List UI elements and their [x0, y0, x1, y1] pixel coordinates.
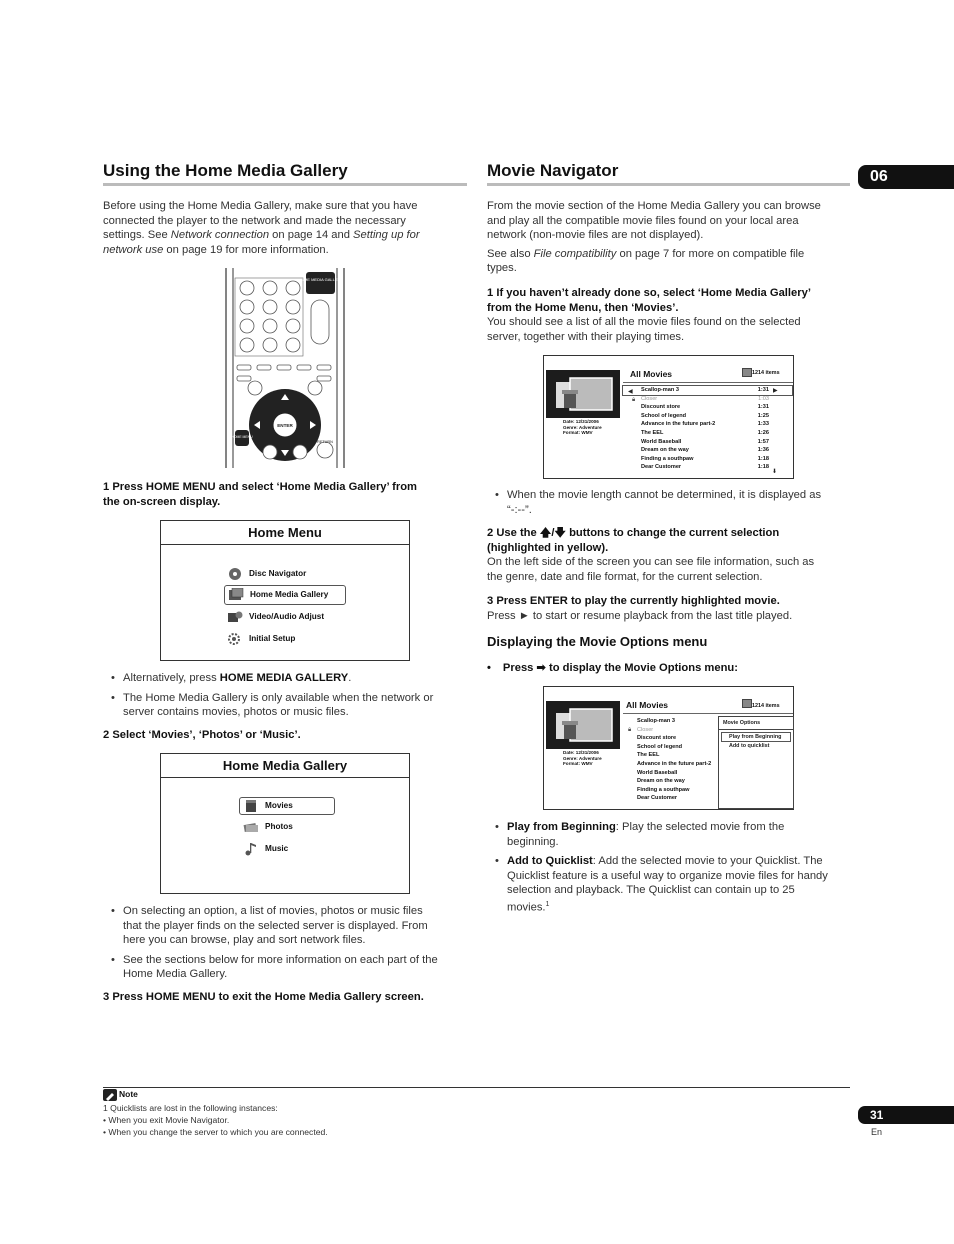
options-popup-title: Movie Options — [719, 717, 793, 730]
intro-line: connected the player to the network and made the necessary — [103, 214, 406, 227]
pencil-icon — [103, 1090, 117, 1102]
list-item[interactable]: Finding a southpaw — [637, 786, 690, 793]
header-rule — [623, 713, 793, 714]
intro-line: and play all the compatible movie files found on your local area — [487, 214, 799, 227]
section-title-movie-navigator: Movie Navigator — [487, 161, 619, 180]
bullet-item: • See the sections below for more information on each part of the Home Media Gallery. — [103, 953, 467, 982]
menu-item-movies[interactable] — [239, 797, 335, 815]
options-movie-list — [637, 717, 727, 803]
list-item[interactable]: Closer 1:03 — [641, 395, 769, 402]
step-text: (highlighted in yellow). — [487, 541, 609, 554]
header-rule — [623, 382, 793, 383]
bullet-item: • Add to Quicklist: Add the selected movie to your Quicklist. The Quicklist feature is a useful way to organize movie files for handy selection and playback. The Quicklist can contain up to 25 movies.$^1$ — [487, 854, 852, 915]
option-add-to-quicklist[interactable]: Add to quicklist — [729, 743, 770, 749]
list-item[interactable]: Advance in the future part-2 — [637, 760, 712, 767]
info-format: Format: WMV — [563, 430, 593, 436]
scroll-down-icon[interactable]: ⬇ — [772, 469, 778, 475]
movie-thumbnail — [546, 701, 620, 749]
bullet-item: • When the movie length cannot be determined, it is displayed as “-:--”. — [487, 488, 852, 517]
list-item[interactable]: Scallop-man 3 — [637, 718, 675, 724]
list-item[interactable]: The EEL 1:26 — [641, 429, 769, 436]
navigator-title: All Movies — [630, 369, 673, 379]
footnote-ref: 1 — [545, 900, 550, 908]
footer-rule — [103, 1087, 850, 1088]
left-bullets-2 — [103, 904, 467, 982]
list-item[interactable]: Dear Customer 1:18 — [641, 464, 769, 471]
link-setting-up: Setting up for — [353, 229, 420, 242]
info-format: Format: WMV — [563, 761, 593, 767]
right-step3 — [487, 594, 852, 623]
list-item[interactable]: World Baseball — [637, 769, 678, 776]
list-item[interactable]: Dream on the way 1:36 — [641, 447, 769, 454]
intro-line: types. — [487, 262, 517, 275]
info-genre: Genre: Adventure — [563, 755, 602, 761]
left-step2: 2 Select ‘Movies’, ‘Photos’ or ‘Music’. — [103, 729, 301, 741]
gallery-menu-title: Home Media Gallery — [161, 754, 409, 778]
intro-line: From the movie section of the Home Media Gallery you can browse — [487, 200, 821, 212]
list-item[interactable]: Advance in the future part-2 1:33 — [641, 421, 769, 428]
link-network-connection: Network connection — [170, 229, 270, 242]
right-arrow-icon[interactable]: ▶ — [773, 388, 778, 394]
right-step1 — [487, 286, 852, 344]
intro-line: settings. See Network connection on page 14 and Setting up for — [103, 229, 420, 242]
step-text: the on-screen display. — [103, 495, 221, 508]
list-item[interactable]: Dream on the way — [637, 778, 685, 785]
intro-line: network (non-movie files are not displayed). — [487, 229, 704, 242]
section-rule — [103, 183, 467, 186]
movie-info — [563, 419, 602, 436]
home-menu-title: Home Menu — [161, 521, 409, 545]
note-text — [103, 1102, 328, 1138]
gallery-menu-list — [239, 797, 335, 859]
chapter-number: 06 — [870, 168, 888, 185]
section-title-home-media-gallery: Using the Home Media Gallery — [103, 161, 348, 180]
list-item[interactable]: School of legend 1:25 — [641, 412, 769, 419]
menu-item-music[interactable] — [239, 839, 335, 859]
note-icon — [103, 1089, 117, 1101]
right-bullet-1 — [487, 488, 852, 517]
home-menu-screen — [160, 520, 410, 661]
section-rule — [487, 183, 850, 186]
remote-return-label: RETURN — [317, 440, 333, 444]
movies-icon — [243, 799, 259, 813]
step-text: 3 Press ENTER to play the currently highlighted movie. — [487, 595, 780, 607]
list-item[interactable]: World Baseball 1:57 — [641, 438, 769, 445]
bullet-item: • The Home Media Gallery is only available when the network or server contains movies, photos or music files. — [103, 691, 467, 720]
menu-item-photos[interactable] — [239, 815, 335, 839]
bullet-item: • Play from Beginning: Play the selected movie from the beginning. — [487, 820, 852, 849]
step-detail: On the left side of the screen you can see file information, such as — [487, 556, 815, 569]
movie-list — [641, 386, 769, 472]
lock-icon: 🔒︎ — [628, 727, 632, 733]
step-text: 2 Use the 🡅/🡇 buttons to change the current selection — [487, 527, 780, 539]
list-item[interactable]: Finding a southpaw 1:18 — [641, 455, 769, 462]
movie-thumbnail — [546, 370, 620, 418]
photos-icon — [243, 820, 259, 834]
items-count: 1214 items — [752, 703, 780, 709]
page-number: 31 — [870, 1108, 884, 1122]
gallery-icon — [228, 588, 244, 602]
list-item[interactable]: Discount store 1:31 — [641, 404, 769, 411]
info-date: Date: 12/31/2006 — [563, 419, 599, 424]
home-menu-list — [227, 563, 347, 650]
subheading-movie-options: Displaying the Movie Options menu — [487, 634, 708, 649]
list-item[interactable]: Discount store — [637, 735, 677, 742]
music-note-icon — [243, 842, 259, 856]
gallery-menu-screen — [160, 753, 410, 894]
right-intro — [487, 199, 852, 276]
note-line: • When you exit Movie Navigator. — [103, 1115, 230, 1125]
list-item[interactable]: Scallop-man 3 1:31 — [641, 387, 769, 393]
menu-item-label: Initial Setup — [249, 634, 296, 643]
menu-item-label: Video/Audio Adjust — [249, 611, 325, 621]
remote-control-icon — [225, 268, 346, 468]
info-genre: Genre: Adventure — [563, 424, 602, 430]
items-count: 1214 items — [752, 370, 780, 376]
list-item[interactable]: School of legend — [637, 743, 683, 750]
menu-item-label: Photos — [265, 822, 293, 831]
step-detail: You should see a list of all the movie files found on the selected — [487, 316, 801, 329]
right-arrow-icon: ➡ — [536, 662, 546, 674]
note-line: • When you change the server to which you are connected. — [103, 1127, 328, 1137]
remote-home-menu-label: HOME MENU — [231, 435, 253, 439]
left-intro — [103, 199, 467, 257]
left-step3: 3 Press HOME MENU to exit the Home Media Gallery screen. — [103, 991, 424, 1003]
menu-item-label: Home Media Gallery — [250, 590, 329, 599]
movie-options-popup — [718, 716, 794, 809]
page-number-tab — [858, 1106, 954, 1124]
left-step1 — [103, 480, 467, 509]
menu-item-label: Music — [265, 844, 289, 853]
press-instruction: • Press ➡ to display the Movie Options menu: — [487, 662, 738, 674]
chapter-tab — [858, 165, 954, 189]
intro-line: Before using the Home Media Gallery, make sure that you have — [103, 200, 418, 212]
menu-item-home-media-gallery[interactable] — [224, 585, 346, 605]
remote-hmg-label: HOME MEDIA GALLERY — [297, 277, 344, 282]
movie-navigator-screen — [543, 355, 794, 479]
step-text: from the Home Menu, then ‘Movies’. — [487, 301, 679, 314]
info-date: Date: 12/31/2006 — [563, 750, 599, 755]
link-file-compatibility: File compatibility — [533, 247, 617, 260]
menu-item-video-audio-adjust[interactable] — [227, 605, 347, 628]
menu-item-label: Disc Navigator — [249, 569, 307, 578]
right-options-bullets — [487, 820, 852, 915]
language-label: En — [871, 1127, 883, 1137]
movie-options-screen — [543, 686, 794, 810]
items-icon — [742, 368, 752, 377]
movie-info — [563, 750, 602, 767]
note-label: Note — [119, 1089, 138, 1099]
disc-navigator-icon — [227, 567, 243, 581]
intro-line: network use on page 19 for more information. — [103, 243, 329, 256]
lock-icon: 🔒︎ — [632, 397, 636, 403]
movie-clapper-icon — [546, 701, 620, 749]
right-step2 — [487, 526, 852, 584]
step-detail: the genre, date and file format, for the current selection. — [487, 570, 763, 583]
option-play-from-beginning[interactable]: Play from Beginning — [721, 732, 791, 742]
step-text: 1 If you haven’t already done so, select ‘Home Media Gallery’ — [487, 287, 811, 299]
options-screen-title: All Movies — [626, 700, 669, 710]
list-item[interactable]: Dear Customer — [637, 795, 678, 802]
step-detail: Press ► to start or resume playback from the last title played. — [487, 609, 793, 622]
items-icon — [742, 699, 752, 708]
step-text: 1 Press HOME MENU and select ‘Home Media Gallery’ from — [103, 481, 417, 493]
list-item[interactable]: The EEL — [637, 752, 660, 759]
see-also: See also File compatibility on page 7 for more on compatible file — [487, 247, 805, 260]
list-item[interactable]: Closer — [637, 726, 654, 733]
up-down-arrow-icon: 🡅/🡇 — [539, 527, 566, 539]
setup-gear-icon — [227, 632, 243, 646]
step-detail: server, together with their playing times. — [487, 330, 685, 343]
remote-control-illustration — [225, 268, 346, 468]
note-line: 1 Quicklists are lost in the following instances: — [103, 1103, 278, 1113]
left-bullets-1 — [103, 671, 467, 720]
video-audio-icon — [227, 610, 243, 624]
menu-item-disc-navigator[interactable] — [227, 563, 347, 585]
left-arrow-icon[interactable]: ◀ — [628, 389, 633, 395]
movie-clapper-icon — [546, 370, 620, 418]
bullet-item: • Alternatively, press HOME MEDIA GALLERY. — [103, 671, 467, 686]
menu-item-label: Movies — [265, 801, 293, 810]
bullet-item: • On selecting an option, a list of movies, photos or music files that the player finds on the selected server is displayed. From here you can browse, play and sort network files. — [103, 904, 467, 948]
remote-enter-label: ENTER — [277, 423, 293, 428]
menu-item-initial-setup[interactable] — [227, 628, 347, 650]
